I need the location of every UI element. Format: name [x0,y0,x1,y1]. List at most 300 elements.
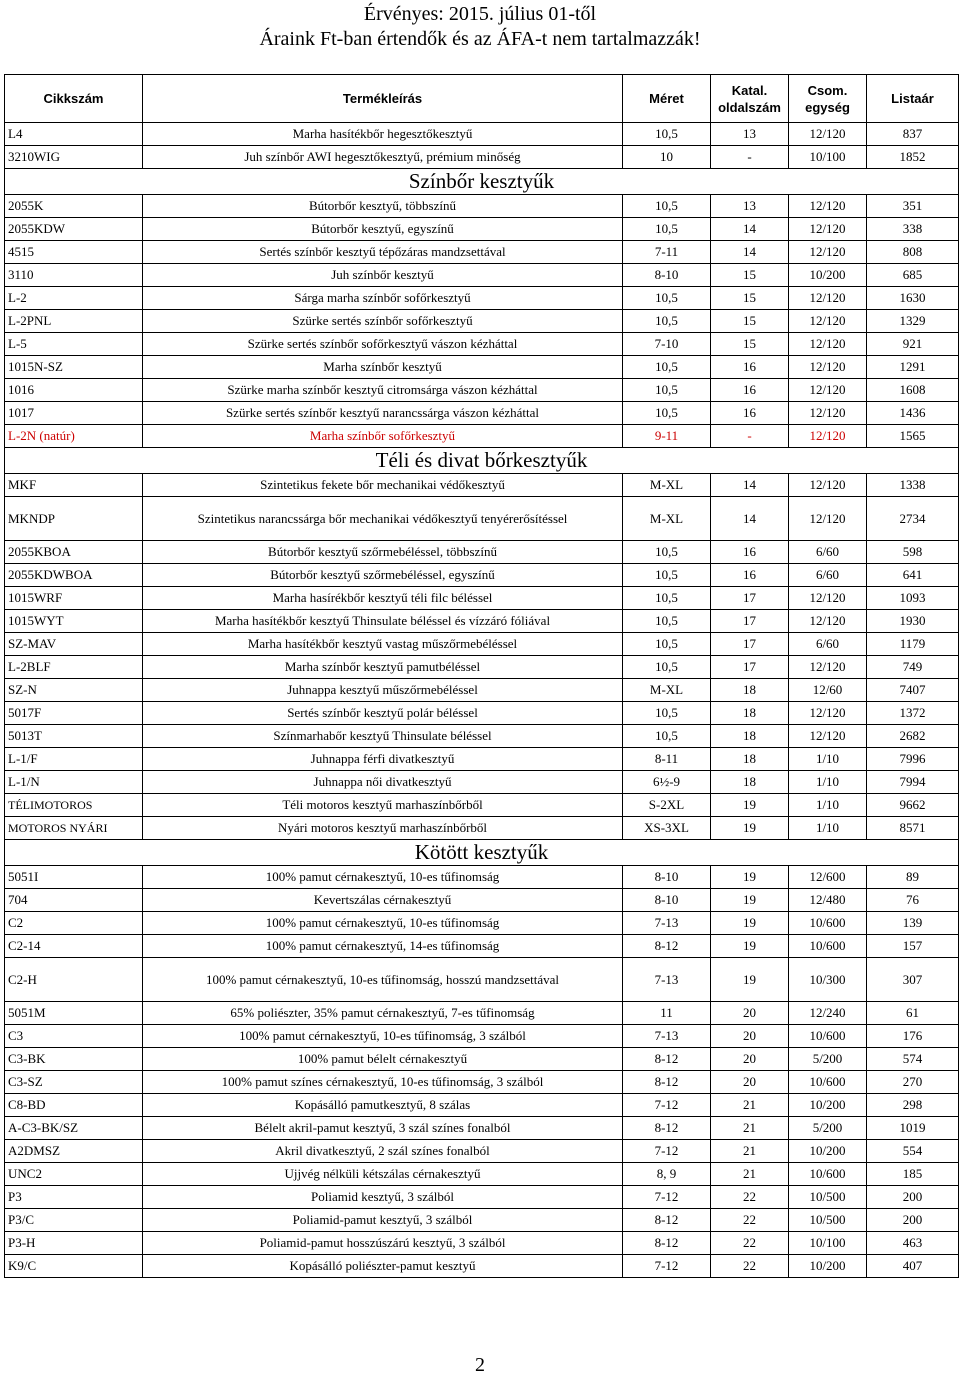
cell-list-price: 1338 [867,474,959,497]
cell-catalog-page: 16 [711,356,789,379]
cell-code: 1017 [5,402,143,425]
cell-description: Juh színbőr AWI hegesztőkesztyű, prémium minőség [143,146,623,169]
cell-code: 1015WRF [5,587,143,610]
table-row [5,425,959,448]
cell-list-price: 1608 [867,379,959,402]
cell-size: 10,5 [623,656,711,679]
cell-pack-unit: 5/200 [789,1117,867,1140]
cell-code: 2055K [5,195,143,218]
cell-pack-unit: 10/500 [789,1209,867,1232]
cell-list-price: 463 [867,1232,959,1255]
cell-catalog-page: 17 [711,633,789,656]
cell-catalog-page: 18 [711,679,789,702]
cell-size: 10 [623,146,711,169]
cell-list-price: 176 [867,1025,959,1048]
cell-description: Nyári motoros kesztyű marhaszínbőrből [143,817,623,840]
cell-code: MKF [5,474,143,497]
cell-code: MKNDP [5,497,143,541]
cell-catalog-page: 19 [711,912,789,935]
cell-description: Sárga marha színbőr sofőrkesztyű [143,287,623,310]
cell-size: 9-11 [623,425,711,448]
cell-code: L-2BLF [5,656,143,679]
cell-description: Bútorbőr kesztyű szőrmebéléssel, egyszínű [143,564,623,587]
cell-list-price: 1372 [867,702,959,725]
cell-description: Szintetikus fekete bőr mechanikai védőkesztyű [143,474,623,497]
cell-code: C2-14 [5,935,143,958]
cell-catalog-page: - [711,425,789,448]
cell-list-price: 9662 [867,794,959,817]
cell-pack-unit: 12/120 [789,474,867,497]
cell-pack-unit: 12/120 [789,402,867,425]
cell-size: 8-10 [623,889,711,912]
cell-pack-unit: 12/120 [789,610,867,633]
cell-description: 100% pamut bélelt cérnakesztyű [143,1048,623,1071]
cell-size: 7-12 [623,1255,711,1278]
cell-list-price: 200 [867,1186,959,1209]
column-header-catalog-page: Katal. oldalszám [711,75,789,123]
table-row [5,794,959,817]
cell-description: Szürke marha színbőr kesztyű citromsárga vászon kézháttal [143,379,623,402]
table-row [5,218,959,241]
cell-list-price: 837 [867,123,959,146]
cell-code: 5017F [5,702,143,725]
cell-list-price: 1329 [867,310,959,333]
cell-code: C8-BD [5,1094,143,1117]
cell-size: S-2XL [623,794,711,817]
table-row [5,889,959,912]
cell-code: K9/C [5,1255,143,1278]
cell-code: SZ-MAV [5,633,143,656]
cell-catalog-page: 20 [711,1025,789,1048]
cell-list-price: 139 [867,912,959,935]
cell-catalog-page: 20 [711,1048,789,1071]
cell-description: 100% pamut cérnakesztyű, 10-es tűfinomság [143,912,623,935]
cell-list-price: 89 [867,866,959,889]
cell-description: Bútorbőr kesztyű, többszínű [143,195,623,218]
cell-size: 8-10 [623,264,711,287]
cell-list-price: 7407 [867,679,959,702]
table-header-row [5,75,959,123]
cell-size: 10,5 [623,702,711,725]
table-row [5,333,959,356]
cell-description: Bútorbőr kesztyű, egyszínű [143,218,623,241]
cell-pack-unit: 6/60 [789,564,867,587]
cell-description: Akril divatkesztyű, 2 szál színes fonalból [143,1140,623,1163]
cell-pack-unit: 12/480 [789,889,867,912]
cell-pack-unit: 12/120 [789,356,867,379]
section-header-row [5,448,959,474]
cell-size: 8-10 [623,866,711,889]
table-body [5,123,959,1278]
cell-pack-unit: 12/120 [789,379,867,402]
cell-catalog-page: 14 [711,218,789,241]
cell-list-price: 2734 [867,497,959,541]
cell-catalog-page: 15 [711,310,789,333]
cell-code: C3 [5,1025,143,1048]
cell-list-price: 200 [867,1209,959,1232]
cell-size: M-XL [623,497,711,541]
cell-description: 100% pamut cérnakesztyű, 10-es tűfinomság [143,866,623,889]
cell-list-price: 185 [867,1163,959,1186]
cell-pack-unit: 10/300 [789,958,867,1002]
cell-code: TÉLIMOTOROS [5,794,143,817]
cell-size: 10,5 [623,195,711,218]
cell-pack-unit: 1/10 [789,794,867,817]
cell-pack-unit: 12/120 [789,333,867,356]
cell-code: 2055KDWBOA [5,564,143,587]
cell-pack-unit: 12/600 [789,866,867,889]
table-row [5,866,959,889]
price-list-table [4,74,959,1278]
cell-code: 3210WIG [5,146,143,169]
cell-pack-unit: 10/200 [789,1140,867,1163]
cell-list-price: 1565 [867,425,959,448]
cell-catalog-page: 22 [711,1232,789,1255]
table-row [5,402,959,425]
cell-list-price: 554 [867,1140,959,1163]
cell-code: UNC2 [5,1163,143,1186]
cell-size: 10,5 [623,633,711,656]
cell-pack-unit: 10/200 [789,1255,867,1278]
cell-code: L-1/F [5,748,143,771]
cell-list-price: 1630 [867,287,959,310]
cell-code: 1015WYT [5,610,143,633]
cell-size: 8-12 [623,1048,711,1071]
cell-pack-unit: 12/120 [789,218,867,241]
cell-size: 10,5 [623,218,711,241]
cell-catalog-page: 18 [711,771,789,794]
cell-pack-unit: 10/600 [789,1163,867,1186]
table-row [5,1025,959,1048]
cell-list-price: 685 [867,264,959,287]
cell-code: SZ-N [5,679,143,702]
cell-pack-unit: 12/120 [789,725,867,748]
cell-description: Marha színbőr sofőrkesztyű [143,425,623,448]
cell-catalog-page: 15 [711,264,789,287]
section-title: Téli és divat bőrkesztyűk [5,448,959,474]
cell-size: 7-13 [623,912,711,935]
cell-pack-unit: 12/120 [789,497,867,541]
table-row [5,587,959,610]
cell-catalog-page: 18 [711,702,789,725]
cell-size: 8-12 [623,1209,711,1232]
table-row [5,633,959,656]
cell-size: 11 [623,1002,711,1025]
cell-code: 5013T [5,725,143,748]
cell-catalog-page: 21 [711,1163,789,1186]
cell-catalog-page: 17 [711,587,789,610]
table-row [5,1209,959,1232]
cell-description: Sertés színbőr kesztyű tépőzáras mandzsettával [143,241,623,264]
cell-size: 7-13 [623,1025,711,1048]
cell-description: Juhnappa kesztyű műszőrmebéléssel [143,679,623,702]
cell-size: XS-3XL [623,817,711,840]
cell-description: Marha hasírékbőr kesztyű téli filc béléssel [143,587,623,610]
cell-pack-unit: 6/60 [789,633,867,656]
cell-list-price: 61 [867,1002,959,1025]
cell-pack-unit: 10/500 [789,1186,867,1209]
cell-code: 1015N-SZ [5,356,143,379]
cell-list-price: 157 [867,935,959,958]
cell-list-price: 307 [867,958,959,1002]
cell-description: Bútorbőr kesztyű szőrmebéléssel, többszínű [143,541,623,564]
table-row [5,679,959,702]
cell-catalog-page: 16 [711,541,789,564]
cell-code: P3-H [5,1232,143,1255]
document-header [0,0,960,52]
cell-description: Kopásálló poliészter-pamut kesztyű [143,1255,623,1278]
table-row [5,1186,959,1209]
cell-size: 7-12 [623,1186,711,1209]
cell-pack-unit: 12/120 [789,656,867,679]
cell-list-price: 1093 [867,587,959,610]
table-row [5,287,959,310]
table-row [5,123,959,146]
cell-code: L-2 [5,287,143,310]
table-row [5,1117,959,1140]
cell-list-price: 808 [867,241,959,264]
cell-list-price: 921 [867,333,959,356]
cell-description: Szürke sertés színbőr sofőrkesztyű [143,310,623,333]
table-row [5,564,959,587]
cell-description: Sertés színbőr kesztyű polár béléssel [143,702,623,725]
cell-code: 3110 [5,264,143,287]
cell-catalog-page: 16 [711,379,789,402]
cell-size: 10,5 [623,402,711,425]
cell-description: Kopásálló pamutkesztyű, 8 szálas [143,1094,623,1117]
cell-description: Marha hasítékbőr kesztyű vastag műszőrmebéléssel [143,633,623,656]
table-row [5,264,959,287]
cell-list-price: 298 [867,1094,959,1117]
table-row [5,935,959,958]
cell-pack-unit: 6/60 [789,541,867,564]
table-row [5,702,959,725]
cell-code: MOTOROS NYÁRI [5,817,143,840]
cell-pack-unit: 1/10 [789,748,867,771]
cell-catalog-page: 19 [711,958,789,1002]
cell-catalog-page: 14 [711,241,789,264]
cell-code: 5051I [5,866,143,889]
column-header-size: Méret [623,75,711,123]
cell-code: 4515 [5,241,143,264]
cell-pack-unit: 10/600 [789,1071,867,1094]
cell-code: C3-SZ [5,1071,143,1094]
cell-catalog-page: 22 [711,1209,789,1232]
cell-pack-unit: 1/10 [789,771,867,794]
cell-code: L-2PNL [5,310,143,333]
cell-code: 5051M [5,1002,143,1025]
cell-size: 10,5 [623,123,711,146]
cell-catalog-page: 22 [711,1186,789,1209]
table-row [5,241,959,264]
cell-catalog-page: 20 [711,1071,789,1094]
cell-catalog-page: 19 [711,889,789,912]
cell-list-price: 598 [867,541,959,564]
table-row [5,748,959,771]
cell-description: Poliamid-pamut kesztyű, 3 szálból [143,1209,623,1232]
cell-size: 7-13 [623,958,711,1002]
cell-pack-unit: 12/240 [789,1002,867,1025]
cell-catalog-page: - [711,146,789,169]
cell-description: 100% pamut cérnakesztyű, 10-es tűfinomság, hosszú mandzsettával [143,958,623,1002]
cell-list-price: 574 [867,1048,959,1071]
cell-size: 10,5 [623,725,711,748]
cell-pack-unit: 10/200 [789,264,867,287]
cell-list-price: 7994 [867,771,959,794]
cell-pack-unit: 10/600 [789,1025,867,1048]
cell-description: 65% poliészter, 35% pamut cérnakesztyű, 7-es tűfinomság [143,1002,623,1025]
table-row [5,497,959,541]
cell-list-price: 2682 [867,725,959,748]
cell-pack-unit: 10/200 [789,1094,867,1117]
cell-description: Juh színbőr kesztyű [143,264,623,287]
column-header-description: Termékleírás [143,75,623,123]
cell-code: A2DMSZ [5,1140,143,1163]
cell-size: 8-12 [623,1117,711,1140]
table-row [5,656,959,679]
cell-list-price: 749 [867,656,959,679]
table-row [5,356,959,379]
cell-size: 6½-9 [623,771,711,794]
cell-pack-unit: 12/120 [789,702,867,725]
cell-catalog-page: 13 [711,123,789,146]
cell-catalog-page: 17 [711,610,789,633]
cell-list-price: 1436 [867,402,959,425]
cell-pack-unit: 12/120 [789,123,867,146]
column-header-pack-unit: Csom. egység [789,75,867,123]
column-header-code: Cikkszám [5,75,143,123]
cell-pack-unit: 12/120 [789,195,867,218]
cell-pack-unit: 10/600 [789,935,867,958]
cell-size: 10,5 [623,541,711,564]
cell-catalog-page: 20 [711,1002,789,1025]
cell-catalog-page: 13 [711,195,789,218]
cell-description: Poliamid-pamut hosszúszárú kesztyű, 3 szálból [143,1232,623,1255]
cell-code: P3/C [5,1209,143,1232]
cell-code: L-1/N [5,771,143,794]
price-note: Áraink Ft-ban értendők és az ÁFA-t nem tartalmazzák! [259,28,701,50]
section-header-row [5,169,959,195]
cell-description: Juhnappa női divatkesztyű [143,771,623,794]
cell-code: A-C3-BK/SZ [5,1117,143,1140]
cell-description: Bélelt akril-pamut kesztyű, 3 szál színes fonalból [143,1117,623,1140]
cell-code: 2055KBOA [5,541,143,564]
table-row [5,541,959,564]
section-header-row [5,840,959,866]
page-number: 2 [475,1354,485,1376]
cell-catalog-page: 15 [711,333,789,356]
table-row [5,1140,959,1163]
cell-size: M-XL [623,474,711,497]
cell-catalog-page: 22 [711,1255,789,1278]
cell-code: L-2N (natúr) [5,425,143,448]
cell-size: 7-12 [623,1094,711,1117]
cell-size: 10,5 [623,564,711,587]
table-row [5,1048,959,1071]
cell-list-price: 407 [867,1255,959,1278]
cell-list-price: 641 [867,564,959,587]
cell-description: Szürke sertés színbőr kesztyű narancssárga vászon kézháttal [143,402,623,425]
table-row [5,474,959,497]
table-row [5,912,959,935]
cell-catalog-page: 18 [711,725,789,748]
table-row [5,771,959,794]
table-row [5,725,959,748]
table-row [5,1255,959,1278]
cell-description: Marha színbőr kesztyű [143,356,623,379]
cell-list-price: 1852 [867,146,959,169]
cell-list-price: 1179 [867,633,959,656]
cell-code: P3 [5,1186,143,1209]
cell-size: 8-12 [623,935,711,958]
cell-pack-unit: 12/120 [789,241,867,264]
cell-size: 10,5 [623,287,711,310]
cell-catalog-page: 15 [711,287,789,310]
cell-size: 8-12 [623,1232,711,1255]
cell-size: 7-10 [623,333,711,356]
cell-code: C2 [5,912,143,935]
cell-size: M-XL [623,679,711,702]
cell-code: 704 [5,889,143,912]
cell-list-price: 270 [867,1071,959,1094]
cell-description: 100% pamut cérnakesztyű, 14-es tűfinomság [143,935,623,958]
cell-pack-unit: 12/60 [789,679,867,702]
cell-code: 2055KDW [5,218,143,241]
cell-description: Szürke sertés színbőr sofőrkesztyű vászon kézháttal [143,333,623,356]
table-row [5,817,959,840]
cell-size: 7-12 [623,1140,711,1163]
cell-catalog-page: 14 [711,474,789,497]
cell-description: Juhnappa férfi divatkesztyű [143,748,623,771]
table-row [5,1002,959,1025]
cell-size: 10,5 [623,379,711,402]
cell-catalog-page: 14 [711,497,789,541]
table-row [5,1094,959,1117]
cell-code: 1016 [5,379,143,402]
cell-size: 10,5 [623,310,711,333]
cell-list-price: 76 [867,889,959,912]
cell-size: 7-11 [623,241,711,264]
cell-list-price: 1291 [867,356,959,379]
cell-catalog-page: 21 [711,1117,789,1140]
table-row [5,1232,959,1255]
cell-pack-unit: 12/120 [789,587,867,610]
cell-pack-unit: 12/120 [789,310,867,333]
cell-catalog-page: 19 [711,866,789,889]
cell-description: Poliamid kesztyű, 3 szálból [143,1186,623,1209]
cell-pack-unit: 12/120 [789,425,867,448]
cell-description: Marha hasítékbőr kesztyű Thinsulate béléssel és vízzáró fóliával [143,610,623,633]
cell-description: 100% pamut cérnakesztyű, 10-es tűfinomság, 3 szálból [143,1025,623,1048]
table-row [5,1071,959,1094]
cell-description: Marha hasítékbőr hegesztőkesztyű [143,123,623,146]
cell-catalog-page: 16 [711,402,789,425]
cell-catalog-page: 21 [711,1094,789,1117]
cell-description: Kevertszálas cérnakesztyű [143,889,623,912]
cell-description: Ujjvég nélküli kétszálas cérnakesztyű [143,1163,623,1186]
cell-pack-unit: 10/100 [789,146,867,169]
cell-catalog-page: 18 [711,748,789,771]
cell-size: 10,5 [623,587,711,610]
cell-catalog-page: 16 [711,564,789,587]
cell-description: Téli motoros kesztyű marhaszínbőrből [143,794,623,817]
table-row [5,379,959,402]
cell-code: L-5 [5,333,143,356]
table-row [5,610,959,633]
cell-code: L4 [5,123,143,146]
cell-size: 10,5 [623,356,711,379]
section-title: Kötött kesztyűk [5,840,959,866]
